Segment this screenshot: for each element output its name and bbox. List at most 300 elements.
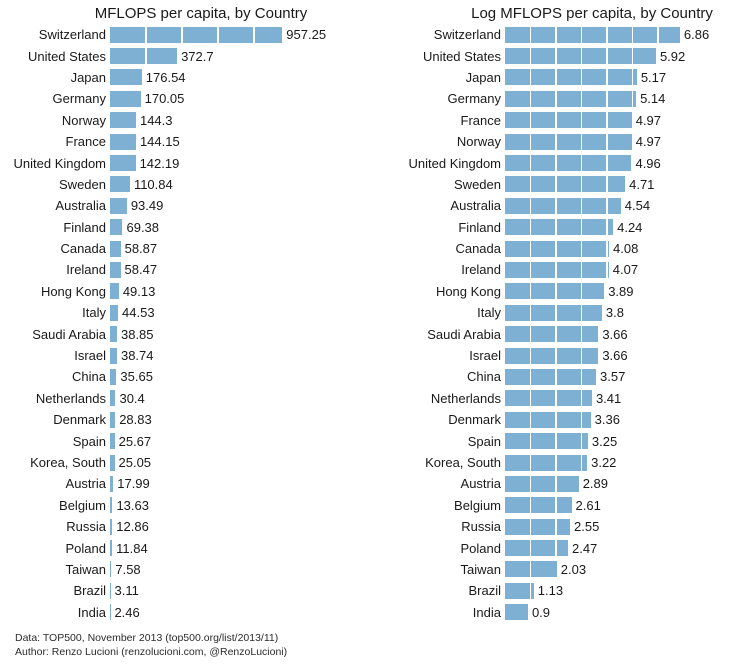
gridline [530,27,532,43]
gridline [555,262,557,278]
gridline [555,283,557,299]
value-label: 35.65 [120,369,153,385]
gridline [530,112,532,128]
value-label: 93.49 [130,198,164,214]
gridline [145,27,147,43]
bar [505,497,572,513]
bar-row [0,24,366,45]
gridline [555,326,557,342]
value-label: 3.89 [608,283,634,299]
gridline [581,241,583,257]
bar [505,326,598,342]
category-label: Ireland [66,262,106,278]
gridline [555,412,557,428]
value-label: 3.8 [605,305,624,321]
bar-row [366,302,732,323]
bar-row [0,473,366,494]
category-label: Ireland [461,262,501,278]
gridline [555,540,557,556]
bar [505,283,604,299]
gridline [555,27,557,43]
gridline [581,27,583,43]
gridline [581,326,583,342]
bar-row [366,195,732,216]
bar-row [366,323,732,344]
bar-row [366,88,732,109]
category-label: India [77,604,106,620]
gridline [606,155,608,171]
category-label: Brazil [73,583,106,599]
bar-row [0,430,366,451]
gridline [555,433,557,449]
bar [110,91,141,107]
category-label: Poland [65,540,106,556]
bar [110,540,112,556]
bar-row [366,430,732,451]
category-label: Canada [60,241,106,257]
value-label: 17.99 [117,476,150,492]
gridline [530,69,532,85]
bar-row [0,602,366,623]
bar [505,583,534,599]
category-label: Saudi Arabia [427,326,501,342]
bar-row [0,110,366,131]
value-label: 3.36 [594,412,620,428]
value-label: 176.54 [145,69,186,85]
value-label: 13.63 [116,497,149,513]
value-label: 4.96 [635,155,661,171]
category-label: Germany [52,91,106,107]
gridline [530,283,532,299]
category-label: Norway [456,134,501,150]
bar-row [366,345,732,366]
category-label: Belgium [59,497,106,513]
bar-row [366,174,732,195]
gridline [555,390,557,406]
bar [110,326,117,342]
category-label: Italy [477,305,501,321]
value-label: 4.54 [624,198,651,214]
value-label: 38.85 [120,326,154,342]
value-label: 49.13 [122,283,156,299]
value-label: 3.57 [600,369,626,385]
value-label: 69.38 [126,219,160,235]
gridline [632,27,634,43]
bar-row [366,24,732,45]
category-label: United States [422,48,501,64]
value-label: 58.87 [124,241,158,257]
gridline [606,112,608,128]
category-label: United Kingdom [408,155,501,171]
bar-row [0,537,366,558]
bar-row [0,366,366,387]
category-label: Saudi Arabia [32,326,106,342]
bar-row [0,495,366,516]
value-label: 28.83 [119,412,152,428]
value-label: 44.53 [122,305,155,321]
gridline [555,198,557,214]
bar-row [0,131,366,152]
category-label: Spain [467,433,501,449]
bar [110,348,117,364]
gridline [555,69,557,85]
bar [110,497,112,513]
value-label: 4.71 [629,176,655,192]
bar-row [366,238,732,259]
bar-row [366,152,732,173]
bar [505,369,596,385]
rows [366,24,732,623]
bar-row [366,580,732,601]
gridline [530,433,532,449]
category-label: United States [27,48,106,64]
gridline [581,198,583,214]
gridline [555,455,557,471]
category-label: Denmark [53,412,106,428]
bar-row [0,409,366,430]
gridline [606,48,608,64]
gridline [581,69,583,85]
gridline [581,91,583,107]
bar [505,262,609,278]
gridline [530,326,532,342]
bar-row [366,409,732,430]
value-label: 7.58 [115,561,141,577]
gridline [657,27,659,43]
bar-row [0,388,366,409]
value-label: 2.47 [571,540,598,556]
gridline [145,48,147,64]
bar [505,305,602,321]
gridline [530,369,532,385]
value-label: 142.19 [139,155,180,171]
gridline [530,540,532,556]
bar-row [0,580,366,601]
gridline [606,91,608,107]
bar-row [366,67,732,88]
bar-row [366,473,732,494]
gridline [555,519,557,535]
value-label: 11.84 [116,540,148,556]
bar-row [0,174,366,195]
bar [110,48,177,64]
gridline [581,176,583,192]
gridline [555,219,557,235]
bar [505,519,570,535]
bar-row [0,152,366,173]
value-label: 2.46 [114,604,140,620]
bar [110,519,112,535]
value-label: 58.47 [124,262,158,278]
bar-row [0,238,366,259]
bar [505,540,568,556]
gridline [530,198,532,214]
source-attribution [15,632,287,659]
bar-row [366,537,732,558]
category-label: Netherlands [430,390,501,406]
bar [505,112,632,128]
gridline [530,348,532,364]
gridline [555,369,557,385]
chart-title: MFLOPS per capita, by Country [94,5,308,22]
gridline [555,134,557,150]
gridline [530,48,532,64]
gridline [581,455,583,471]
gridline [581,305,583,321]
bar [505,219,613,235]
bar [505,390,592,406]
category-label: Poland [460,540,501,556]
bar [505,412,591,428]
value-label: 4.07 [612,262,639,278]
bar-row [366,452,732,473]
category-label: Russia [461,519,501,535]
category-label: Israel [469,348,501,364]
category-label: Germany [447,91,501,107]
bar [505,561,557,577]
category-label: Finland [63,219,106,235]
bar-row [0,323,366,344]
bar-row [0,452,366,473]
value-label: 12.86 [116,519,149,535]
bar [110,412,115,428]
category-label: Spain [72,433,106,449]
category-label: Japan [465,69,501,85]
category-label: Korea, South [425,455,501,470]
bar-row [0,45,366,66]
gridline [530,497,532,513]
gridline [581,134,583,150]
category-label: Australia [55,198,106,214]
bar-row [366,602,732,623]
category-label: Hong Kong [435,283,501,299]
category-label: Denmark [448,412,501,428]
category-label: Austria [460,476,501,492]
bar-row [366,217,732,238]
category-label: Finland [458,219,501,235]
gridline [530,241,532,257]
gridline [530,176,532,192]
bar-row [366,131,732,152]
category-label: France [65,134,106,150]
gridline [555,112,557,128]
gridline [606,27,608,43]
category-label: Norway [61,112,106,128]
category-label: Canada [455,241,501,257]
data-source-line: Data: TOP500, November 2013 (top500.org/list/2013/11) [15,632,279,644]
gridline [606,134,608,150]
bar [110,561,111,577]
value-label: 5.92 [659,48,686,64]
gridline [581,283,583,299]
gridline [581,219,583,235]
bar [110,433,115,449]
bar-row [0,259,366,280]
bar-row [366,388,732,409]
bar-row [366,281,732,302]
bar [110,262,121,278]
gridline [581,412,583,428]
category-label: United Kingdom [13,155,106,171]
gridline [581,390,583,406]
value-label: 144.15 [139,134,180,150]
value-label: 3.25 [591,433,618,449]
bar [505,348,598,364]
bar-row [366,110,732,131]
category-label: Korea, South [30,455,106,470]
bar-row [366,559,732,580]
bar [110,583,111,599]
value-label: 5.14 [640,91,666,107]
category-label: France [460,112,501,128]
bar-row [0,195,366,216]
bar [505,134,632,150]
value-label: 957.25 [286,27,327,43]
gridline [530,305,532,321]
bar-row [366,45,732,66]
category-label: Russia [66,519,106,535]
bar [110,369,116,385]
gridline [530,561,532,577]
value-label: 3.11 [114,583,139,599]
bar [505,176,625,192]
value-label: 25.05 [118,455,152,470]
gridline [555,497,557,513]
category-label: China [467,369,501,385]
bar-row [0,302,366,323]
gridline [253,27,255,43]
value-label: 38.74 [120,348,154,364]
gridline [632,91,634,107]
category-label: Belgium [454,497,501,513]
category-label: Switzerland [433,27,501,43]
bar [110,69,142,85]
category-label: Israel [74,348,106,364]
gridline [530,219,532,235]
value-label: 3.66 [602,326,628,342]
gridline [530,476,532,492]
category-label: Taiwan [460,561,501,577]
gridline [555,476,557,492]
value-label: 5.17 [640,69,667,85]
category-label: Hong Kong [40,283,106,299]
value-label: 170.05 [144,91,185,107]
category-label: Sweden [454,176,501,192]
category-label: India [472,604,501,620]
bar-row [0,559,366,580]
gridline [606,241,608,257]
bar-row [0,67,366,88]
bar [505,433,588,449]
bar [110,27,282,43]
bar-row [0,217,366,238]
value-label: 25.67 [118,433,152,449]
value-label: 0.9 [531,604,551,620]
gridline [530,134,532,150]
bar-row [0,88,366,109]
value-label: 3.22 [591,455,617,470]
gridline [606,176,608,192]
bar [110,305,118,321]
value-label: 2.55 [574,519,600,535]
gridline [530,455,532,471]
chart-log-mflops-per-capita [366,0,732,670]
value-label: 6.86 [683,27,710,43]
value-label: 4.97 [635,112,662,128]
gridline [555,176,557,192]
bar [505,241,609,257]
bar [110,241,121,257]
bar [505,476,579,492]
value-label: 1.13 [537,583,564,599]
bar [505,91,636,107]
gridline [632,69,634,85]
gridline [530,583,532,599]
author-line: Author: Renzo Lucioni (renzolucioni.com, @RenzoLucioni) [15,645,288,658]
value-label: 372.7 [181,48,214,64]
gridline [530,91,532,107]
value-label: 2.61 [575,497,601,513]
category-label: Netherlands [35,390,106,406]
category-label: Australia [450,198,501,214]
gridline [581,348,583,364]
gridline [530,412,532,428]
gridline [581,369,583,385]
bar [505,198,621,214]
gridline [555,348,557,364]
gridline [606,69,608,85]
gridline [530,519,532,535]
value-label: 4.97 [635,134,662,150]
bar [110,198,127,214]
gridline [606,262,608,278]
bar [505,155,631,171]
gridline [555,91,557,107]
gridline [555,155,557,171]
bar [110,283,119,299]
category-label: Brazil [468,583,501,599]
rows [0,24,366,623]
value-label: 3.41 [595,390,622,406]
bar-row [366,516,732,537]
bar [110,219,122,235]
gridline [555,241,557,257]
bar-row [0,281,366,302]
gridline [530,262,532,278]
bar [505,604,528,620]
gridline [606,219,608,235]
value-label: 3.66 [602,348,628,364]
gridline [632,48,634,64]
value-label: 2.89 [582,476,608,492]
bar-row [0,516,366,537]
gridline [581,155,583,171]
category-label: Switzerland [38,27,106,43]
bar [505,69,637,85]
gridline [581,262,583,278]
bar [110,155,136,171]
gridline [181,27,183,43]
bar-row [366,259,732,280]
bar-row [366,495,732,516]
gridline [530,390,532,406]
bar [505,48,656,64]
chart-title: Log MFLOPS per capita, by Country [471,5,713,22]
category-label: Taiwan [65,561,106,577]
category-label: China [72,369,106,385]
value-label: 30.4 [119,390,145,406]
category-label: Italy [82,305,106,321]
